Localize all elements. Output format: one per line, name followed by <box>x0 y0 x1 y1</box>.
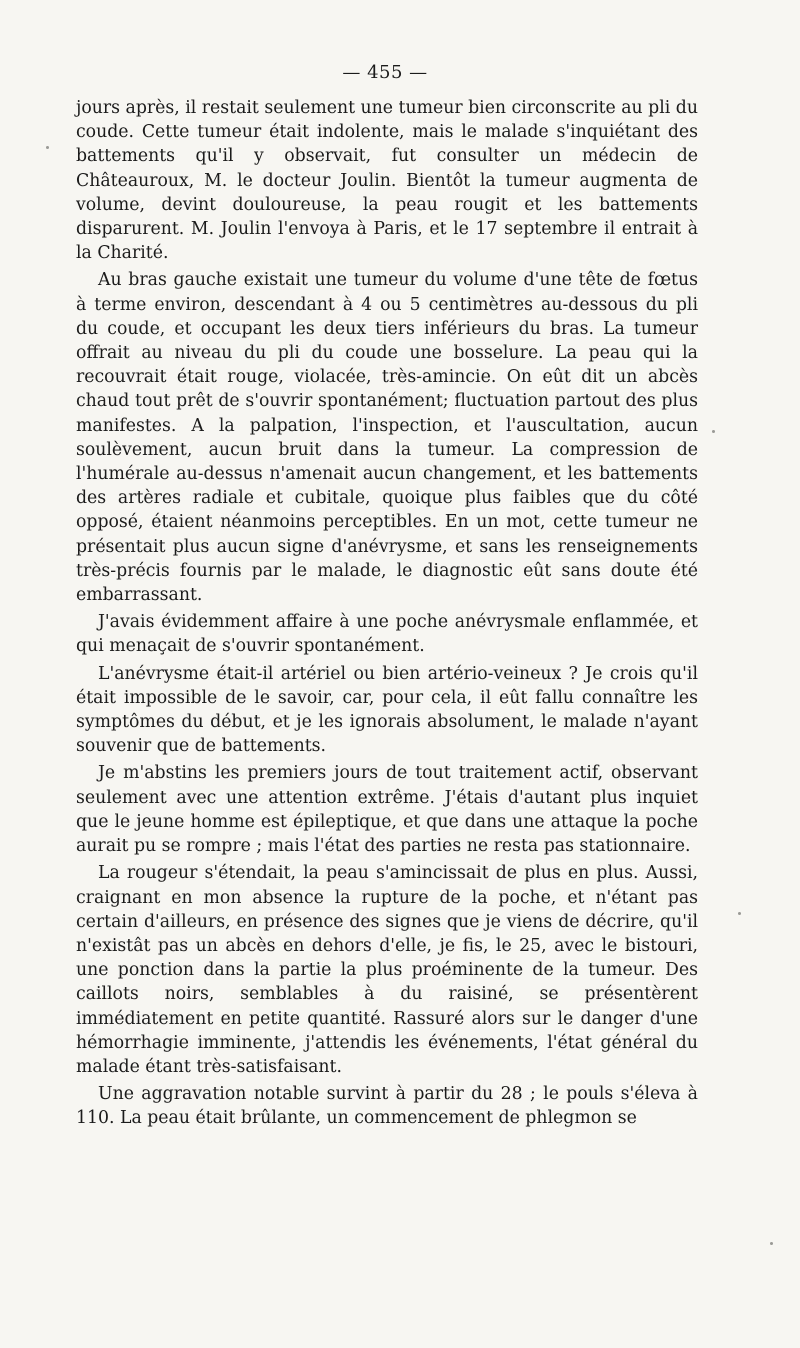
paragraph-observation: Je m'abstins les premiers jours de tout traitement actif, observant seulement avec une attention extrême. J'étais d'autant plus inquiet que le jeune homme est épileptique, et que dans une attaque la poche aurait pu se rompre ; mais l'état des parties ne resta pas stationnaire. <box>76 763 698 857</box>
paper-speck <box>738 912 741 915</box>
paragraph-puncture: La rougeur s'étendait, la peau s'amincissait de plus en plus. Aussi, craignant en mon absence la rupture de la poche, et n'étant pas certain d'ailleurs, en présence des signes que je viens de décrire, qu'il n'existât pas un abcès en dehors d'elle, je fis, le 25, avec le bistouri, une ponction dans la partie la plus proéminente de la tumeur. Des caillots noirs, semblables à du raisiné, se présentèrent immédiatement en petite quantité. Rassuré alors sur le danger d'une hémorrhagie imminente, j'attendis les événements, l'état général du malade étant très-satisfaisant. <box>76 863 698 1077</box>
paragraph-aggravation: Une aggravation notable survint à partir du 28 ; le pouls s'éleva à 110. La peau était brûlante, un commencement de phlegmon se <box>76 1084 698 1129</box>
paper-speck <box>46 146 49 149</box>
paper-speck <box>770 1242 773 1245</box>
paper-speck <box>712 430 715 433</box>
page-number: — 455 — <box>342 62 428 83</box>
paragraph-aneurysm-type: L'anévrysme était-il artériel ou bien artério-veineux ? Je crois qu'il était impossible de le savoir, car, pour cela, il eût fallu connaître les symptômes du début, et je les ignorais absolument, le malade n'ayant souvenir que de battements. <box>76 663 698 757</box>
paragraph-tumor-description: Au bras gauche existait une tumeur du volume d'une tête de fœtus à terme environ, descendant à 4 ou 5 centimètres au-dessous du pli du coude, et occupant les deux tiers inférieurs du bras. La tumeur offrait au niveau du pli du coude une bosselure. La peau qui la recouvrait était rouge, violacée, très-amincie. On eût dit un abcès chaud tout prêt de s'ouvrir spontanément; fluctuation partout des plus manifestes. A la palpation, l'inspection, et l'auscultation, aucun soulèvement, aucun bruit dans la tumeur. La compression de l'humérale au-dessus n'amenait aucun changement, et les battements des artères radiale et cubitale, quoique plus faibles que du côté opposé, étaient néanmoins perceptibles. En un mot, cette tumeur ne présentait plus aucun signe d'anévrysme, et sans les renseignements très-précis fournis par le malade, le diagnostic eût sans doute été embarrassant. <box>76 270 698 606</box>
paragraph-inflamed-pocket: J'avais évidemment affaire à une poche anévrysmale enflammée, et qui menaçait de s'ouvrir spontanément. <box>76 612 698 657</box>
paragraph-continuation: jours après, il restait seulement une tumeur bien circonscrite au pli du coude. Cette tumeur était indolente, mais le malade s'inquiétant des battements qu'il y observait, fut consulter un médecin de Châteauroux, M. le docteur Joulin. Bientôt la tumeur augmenta de volume, devint douloureuse, la peau rougit et les battements disparurent. M. Joulin l'envoya à Paris, et le 17 septembre il entrait à la Charité. <box>76 98 698 264</box>
body-text <box>76 96 698 1134</box>
